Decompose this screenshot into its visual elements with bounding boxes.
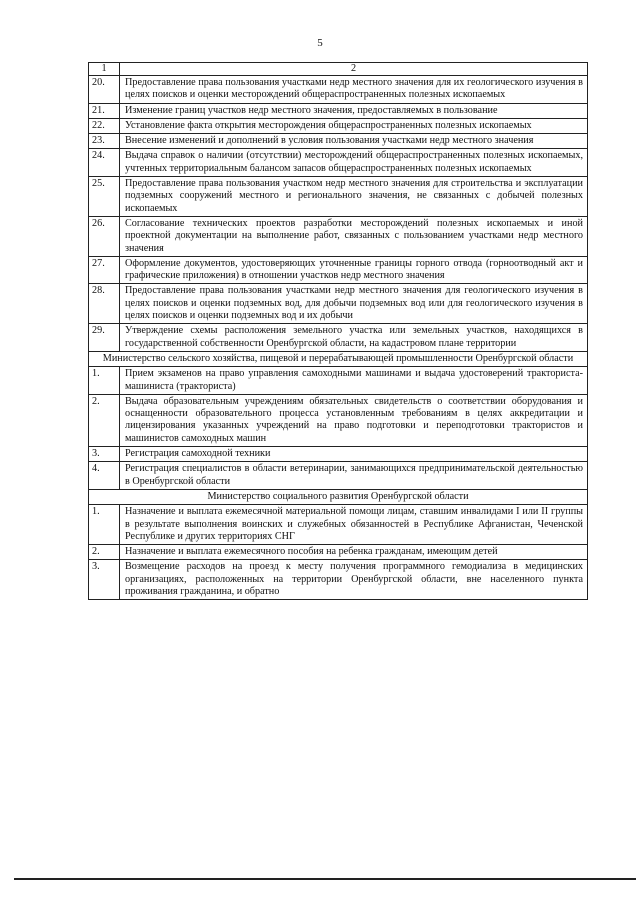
table-row (89, 149, 588, 177)
table-row (89, 134, 588, 149)
row-number: 2. (89, 545, 120, 560)
table-row (89, 256, 588, 284)
row-number: 26. (89, 216, 120, 256)
table-row (89, 324, 588, 352)
section-heading-row (89, 489, 588, 504)
row-number: 3. (89, 447, 120, 462)
table-row (89, 394, 588, 446)
table-row (89, 367, 588, 395)
table-row (89, 560, 588, 600)
table-row (89, 462, 588, 490)
row-number: 4. (89, 462, 120, 490)
row-text: Оформление документов, удостоверяющих уточненные границы горного отвода (горноотводный акт и графические приложения) в отношении участков недр местного значения (120, 256, 588, 284)
row-number: 28. (89, 284, 120, 324)
row-number: 1. (89, 505, 120, 545)
row-number: 1. (89, 367, 120, 395)
row-text: Выдача образовательным учреждениям обязательных свидетельств о соответствии оборудования и оснащенности образовательного процесса установленным требованиям в целях аккредитации и лицензирования указанных учреждений на право подготовки и переподготовки трактористов и машинистов самоходных машин (120, 394, 588, 446)
table-row (89, 447, 588, 462)
table-header-row (89, 63, 588, 76)
row-number: 21. (89, 103, 120, 118)
row-text: Прием экзаменов на право управления самоходными машинами и выдача удостоверений тракториста-машиниста (тракториста) (120, 367, 588, 395)
row-text: Внесение изменений и дополнений в условия пользования участками недр местного значения (120, 134, 588, 149)
table-row (89, 505, 588, 545)
header-col-1: 1 (89, 63, 120, 76)
section-heading-social-development: Министерство социального развития Оренбургской области (89, 489, 588, 504)
table-row (89, 118, 588, 133)
bottom-rule (14, 878, 636, 880)
row-number: 29. (89, 324, 120, 352)
row-text: Регистрация самоходной техники (120, 447, 588, 462)
row-number: 3. (89, 560, 120, 600)
row-number: 25. (89, 177, 120, 217)
table-row (89, 284, 588, 324)
services-table (88, 62, 588, 600)
row-text: Назначение и выплата ежемесячного пособия на ребенка гражданам, имеющим детей (120, 545, 588, 560)
table-row (89, 216, 588, 256)
row-text: Предоставление права пользования участками недр местного значения для их геологического изучения в целях поисков и оценки месторождений общераспространенных полезных ископаемых (120, 76, 588, 104)
row-number: 2. (89, 394, 120, 446)
row-text: Возмещение расходов на проезд к месту получения программного гемодиализа в медицинских организациях, расположенных на территории Оренбургской области, вне населенного пункта проживания гражданина, и обратно (120, 560, 588, 600)
row-text: Предоставление права пользования участками недр местного значения для геологического изучения в целях поисков и оценки подземных вод, для добычи подземных вод или для геологического изучения в целях поисков и оценки подземных вод и их добычи (120, 284, 588, 324)
page-number: 5 (317, 37, 323, 49)
row-text: Назначение и выплата ежемесячной материальной помощи лицам, ставшим инвалидами I или II группы в результате выполнения воинских и служебных обязанностей в Республике Афганистан, Чеченской Республике и других территориях СНГ (120, 505, 588, 545)
row-number: 27. (89, 256, 120, 284)
row-text: Предоставление права пользования участком недр местного значения для строительства и эксплуатации подземных сооружений местного и регионального значения, не связанных с добычей полезных ископаемых (120, 177, 588, 217)
header-col-2: 2 (120, 63, 588, 76)
section-heading-row (89, 351, 588, 366)
table-row (89, 545, 588, 560)
row-number: 20. (89, 76, 120, 104)
table-row (89, 177, 588, 217)
row-text: Согласование технических проектов разработки месторождений полезных ископаемых и иной проектной документации на выполнение работ, связанных с пользованием участками недр местного значения (120, 216, 588, 256)
row-number: 24. (89, 149, 120, 177)
row-text: Регистрация специалистов в области ветеринарии, занимающихся предпринимательской деятельностью в Оренбургской области (120, 462, 588, 490)
row-text: Утверждение схемы расположения земельного участка или земельных участков, находящихся в государственной собственности Оренбургской области, на кадастровом плане территории (120, 324, 588, 352)
row-text: Выдача справок о наличии (отсутствии) месторождений общераспространенных полезных ископаемых, учтенных территориальным балансом запасов общераспространенных полезных ископаемых (120, 149, 588, 177)
row-number: 22. (89, 118, 120, 133)
row-text: Установление факта открытия месторождения общераспространенных полезных ископаемых (120, 118, 588, 133)
row-text: Изменение границ участков недр местного значения, предоставляемых в пользование (120, 103, 588, 118)
row-number: 23. (89, 134, 120, 149)
table-row (89, 103, 588, 118)
section-heading-agriculture: Министерство сельского хозяйства, пищевой и перерабатывающей промышленности Оренбургской области (89, 351, 588, 366)
table-row (89, 76, 588, 104)
